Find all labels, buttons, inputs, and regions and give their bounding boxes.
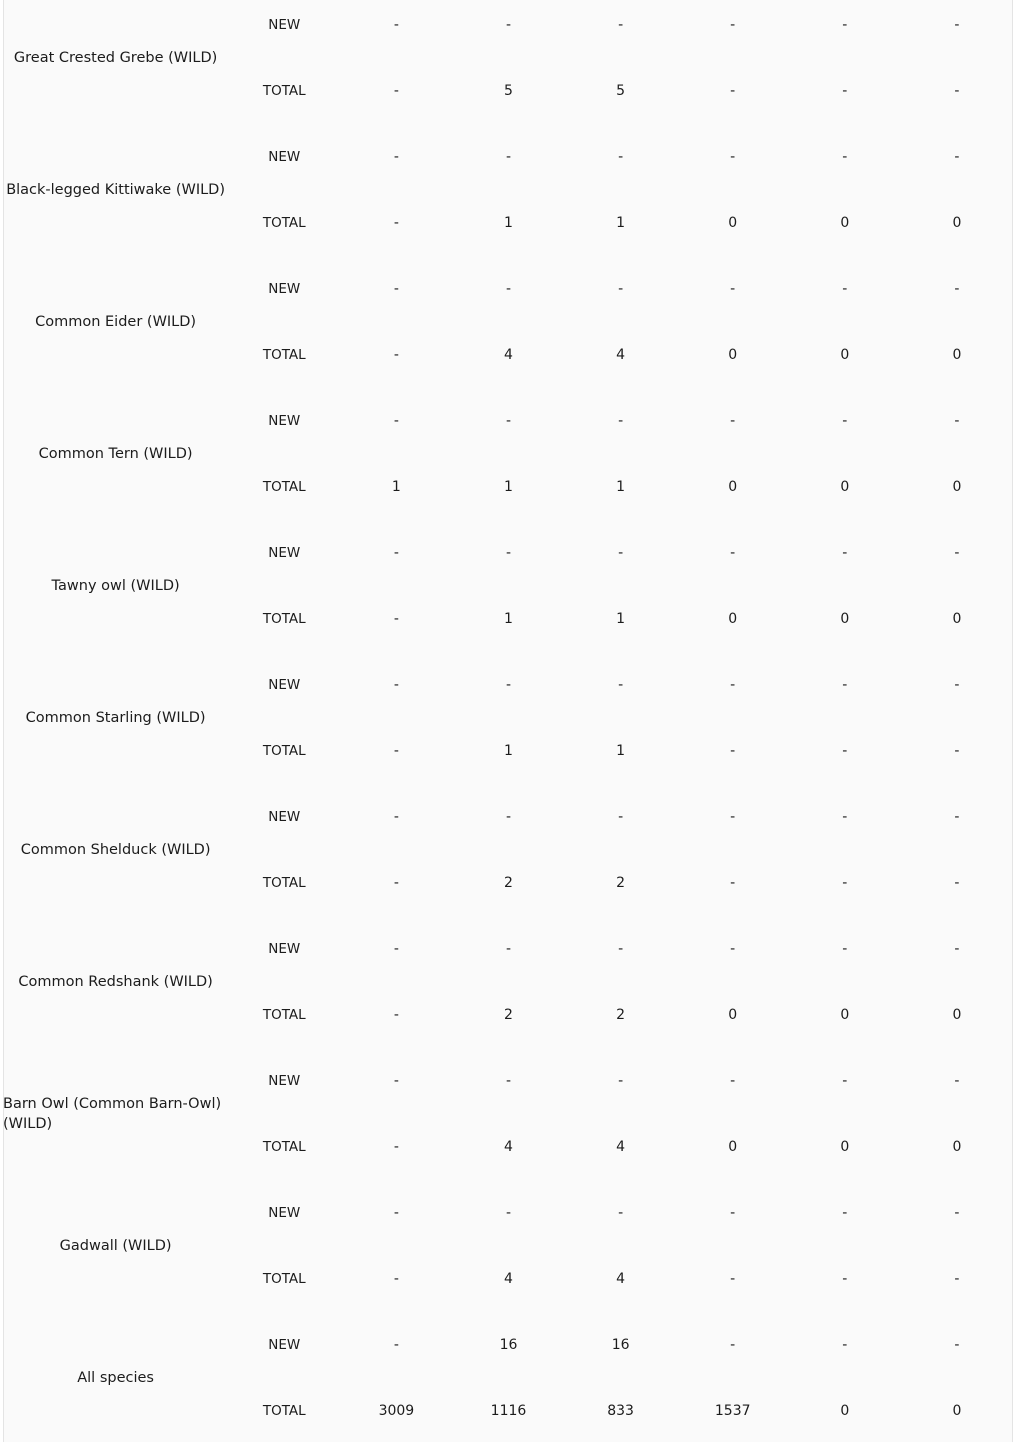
species-name: Barn Owl (Common Barn-Owl) (WILD) xyxy=(3,1096,222,1132)
count-cell: - xyxy=(505,281,512,297)
count-cell: 0 xyxy=(952,1007,962,1023)
count-cell: - xyxy=(393,1139,399,1155)
row-type-label: NEW xyxy=(268,941,301,957)
count-cell: 0 xyxy=(728,611,738,627)
count-cell: 1 xyxy=(616,611,626,627)
count-cell: - xyxy=(618,149,624,165)
count-cell: - xyxy=(842,83,848,99)
count-cell: 2 xyxy=(616,1007,626,1023)
count-cell: - xyxy=(954,413,960,429)
count-cell: - xyxy=(393,281,399,297)
count-cell: - xyxy=(618,281,624,297)
count-cell: 0 xyxy=(728,1139,738,1155)
count-cell: - xyxy=(730,413,736,429)
species-name: Great Crested Grebe (WILD) xyxy=(13,50,218,66)
count-cell: - xyxy=(618,1205,624,1221)
count-cell: - xyxy=(730,809,736,825)
count-cell: - xyxy=(842,1337,848,1353)
species-name: Common Eider (WILD) xyxy=(35,314,197,330)
count-cell: 1 xyxy=(616,743,626,759)
count-cell: - xyxy=(842,149,848,165)
count-cell: - xyxy=(842,545,848,561)
count-cell: 0 xyxy=(840,215,850,231)
count-cell: - xyxy=(730,941,736,957)
species-name: Gadwall (WILD) xyxy=(59,1238,172,1254)
count-cell: - xyxy=(842,413,848,429)
count-cell: 0 xyxy=(840,347,850,363)
species-name: All species xyxy=(77,1370,154,1386)
count-cell: - xyxy=(842,1205,848,1221)
count-cell: - xyxy=(842,1073,848,1089)
species-name: Common Shelduck (WILD) xyxy=(20,842,211,858)
count-cell: - xyxy=(618,545,624,561)
count-cell: 0 xyxy=(840,479,850,495)
count-cell: - xyxy=(730,875,736,891)
table-row xyxy=(3,520,1013,586)
count-cell: - xyxy=(842,281,848,297)
row-type-label: TOTAL xyxy=(262,83,306,99)
count-cell: - xyxy=(505,413,512,429)
count-cell: - xyxy=(842,809,848,825)
row-type-label: NEW xyxy=(268,545,301,561)
count-cell: 1 xyxy=(504,611,513,627)
row-type-label: NEW xyxy=(268,149,301,165)
count-cell: - xyxy=(618,941,624,957)
species-name: Black-legged Kittiwake (WILD) xyxy=(6,182,226,198)
count-cell: - xyxy=(618,17,624,33)
count-cell: - xyxy=(842,941,848,957)
count-cell: - xyxy=(393,83,399,99)
count-cell: 4 xyxy=(504,1139,513,1155)
count-cell: 0 xyxy=(952,215,962,231)
count-cell: 4 xyxy=(616,1271,626,1287)
count-cell: - xyxy=(730,677,736,693)
count-cell: 4 xyxy=(504,1271,513,1287)
count-cell: - xyxy=(393,347,399,363)
count-cell: 0 xyxy=(840,1007,850,1023)
count-cell: - xyxy=(842,875,848,891)
species-name: Tawny owl (WILD) xyxy=(51,578,180,594)
row-type-label: TOTAL xyxy=(262,1139,306,1155)
species-stats-table xyxy=(3,0,1013,1444)
count-cell: - xyxy=(505,17,512,33)
count-cell: - xyxy=(618,413,624,429)
count-cell: 4 xyxy=(616,347,626,363)
count-cell: - xyxy=(730,1205,736,1221)
count-cell: - xyxy=(618,1073,624,1089)
count-cell: - xyxy=(505,1073,512,1089)
row-type-label: TOTAL xyxy=(262,347,306,363)
row-type-label: TOTAL xyxy=(262,215,306,231)
count-cell: - xyxy=(393,1007,399,1023)
row-type-label: TOTAL xyxy=(262,875,306,891)
count-cell: 0 xyxy=(728,479,738,495)
count-cell: - xyxy=(954,545,960,561)
count-cell: - xyxy=(954,17,960,33)
count-cell: 1 xyxy=(616,479,626,495)
count-cell: 1116 xyxy=(490,1403,527,1419)
count-cell: - xyxy=(393,1337,399,1353)
count-cell: - xyxy=(954,875,960,891)
count-cell: - xyxy=(730,17,736,33)
table-row xyxy=(3,124,1013,190)
count-cell: - xyxy=(954,941,960,957)
count-cell: - xyxy=(954,281,960,297)
count-cell: 0 xyxy=(728,1007,738,1023)
count-cell: - xyxy=(842,677,848,693)
table-row xyxy=(3,1312,1013,1378)
count-cell: - xyxy=(393,611,399,627)
count-cell: 4 xyxy=(616,1139,626,1155)
species-name: Common Redshank (WILD) xyxy=(18,974,213,990)
count-cell: 1 xyxy=(504,743,513,759)
count-cell: 0 xyxy=(952,479,962,495)
species-name: Common Tern (WILD) xyxy=(38,446,193,462)
table-row xyxy=(3,1048,1013,1114)
row-type-label: TOTAL xyxy=(262,1271,306,1287)
count-cell: - xyxy=(393,1271,399,1287)
count-cell: - xyxy=(505,809,512,825)
count-cell: - xyxy=(954,1337,960,1353)
row-type-label: TOTAL xyxy=(262,611,306,627)
count-cell: 0 xyxy=(952,347,962,363)
count-cell: - xyxy=(954,1073,960,1089)
count-cell: 2 xyxy=(504,875,513,891)
count-cell: 5 xyxy=(504,83,513,99)
row-type-label: NEW xyxy=(268,17,301,33)
count-cell: 1537 xyxy=(714,1403,751,1419)
table-row xyxy=(3,784,1013,850)
count-cell: - xyxy=(730,1271,736,1287)
count-cell: - xyxy=(842,17,848,33)
species-name: Common Starling (WILD) xyxy=(25,710,206,726)
count-cell: 3009 xyxy=(378,1403,415,1419)
count-cell: 1 xyxy=(616,215,626,231)
row-type-label: NEW xyxy=(268,1205,301,1221)
count-cell: - xyxy=(954,809,960,825)
count-cell: - xyxy=(393,215,399,231)
count-cell: 2 xyxy=(504,1007,513,1023)
count-cell: - xyxy=(393,149,399,165)
count-cell: 16 xyxy=(499,1337,518,1353)
row-type-label: TOTAL xyxy=(262,1403,306,1419)
table-row xyxy=(3,652,1013,718)
count-cell: - xyxy=(842,743,848,759)
count-cell: - xyxy=(393,413,399,429)
count-cell: - xyxy=(505,149,512,165)
row-type-label: NEW xyxy=(268,413,301,429)
count-cell: - xyxy=(954,1271,960,1287)
count-cell: - xyxy=(505,677,512,693)
count-cell: - xyxy=(393,677,399,693)
count-cell: - xyxy=(730,1073,736,1089)
count-cell: 0 xyxy=(728,215,738,231)
count-cell: - xyxy=(954,677,960,693)
count-cell: 16 xyxy=(611,1337,630,1353)
count-cell: - xyxy=(393,941,399,957)
count-cell: - xyxy=(618,809,624,825)
count-cell: - xyxy=(505,545,512,561)
count-cell: - xyxy=(393,17,399,33)
count-cell: - xyxy=(730,149,736,165)
count-cell: 1 xyxy=(504,479,513,495)
count-cell: - xyxy=(842,1271,848,1287)
row-type-label: TOTAL xyxy=(262,743,306,759)
row-type-label: NEW xyxy=(268,281,301,297)
count-cell: - xyxy=(393,875,399,891)
count-cell: - xyxy=(730,83,736,99)
count-cell: 1 xyxy=(391,479,401,495)
row-type-label: TOTAL xyxy=(262,479,306,495)
table-row xyxy=(3,1180,1013,1246)
count-cell: - xyxy=(730,1337,736,1353)
count-cell: - xyxy=(730,743,736,759)
count-cell: - xyxy=(393,1073,399,1089)
count-cell: - xyxy=(954,83,960,99)
count-cell: 0 xyxy=(952,1403,962,1419)
count-cell: 0 xyxy=(840,611,850,627)
count-cell: 5 xyxy=(616,83,626,99)
count-cell: 833 xyxy=(607,1403,634,1419)
count-cell: - xyxy=(393,1205,399,1221)
row-type-label: NEW xyxy=(268,1073,301,1089)
species-stats-body xyxy=(3,0,1013,1444)
count-cell: 2 xyxy=(616,875,626,891)
table-row xyxy=(3,388,1013,454)
count-cell: - xyxy=(954,743,960,759)
count-cell: - xyxy=(730,281,736,297)
count-cell: - xyxy=(393,545,399,561)
count-cell: 4 xyxy=(504,347,513,363)
row-type-label: TOTAL xyxy=(262,1007,306,1023)
row-type-label: NEW xyxy=(268,809,301,825)
count-cell: 0 xyxy=(952,1139,962,1155)
table-row xyxy=(3,916,1013,982)
count-cell: - xyxy=(505,1205,512,1221)
count-cell: 0 xyxy=(728,347,738,363)
count-cell: - xyxy=(730,545,736,561)
count-cell: - xyxy=(393,809,399,825)
count-cell: - xyxy=(505,941,512,957)
count-cell: - xyxy=(954,1205,960,1221)
table-row xyxy=(3,0,1013,58)
table-row xyxy=(3,256,1013,322)
count-cell: 0 xyxy=(840,1403,850,1419)
row-type-label: NEW xyxy=(268,677,301,693)
count-cell: - xyxy=(954,149,960,165)
count-cell: - xyxy=(618,677,624,693)
count-cell: 0 xyxy=(840,1139,850,1155)
count-cell: 1 xyxy=(504,215,513,231)
count-cell: - xyxy=(393,743,399,759)
row-type-label: NEW xyxy=(268,1337,301,1353)
count-cell: 0 xyxy=(952,611,962,627)
